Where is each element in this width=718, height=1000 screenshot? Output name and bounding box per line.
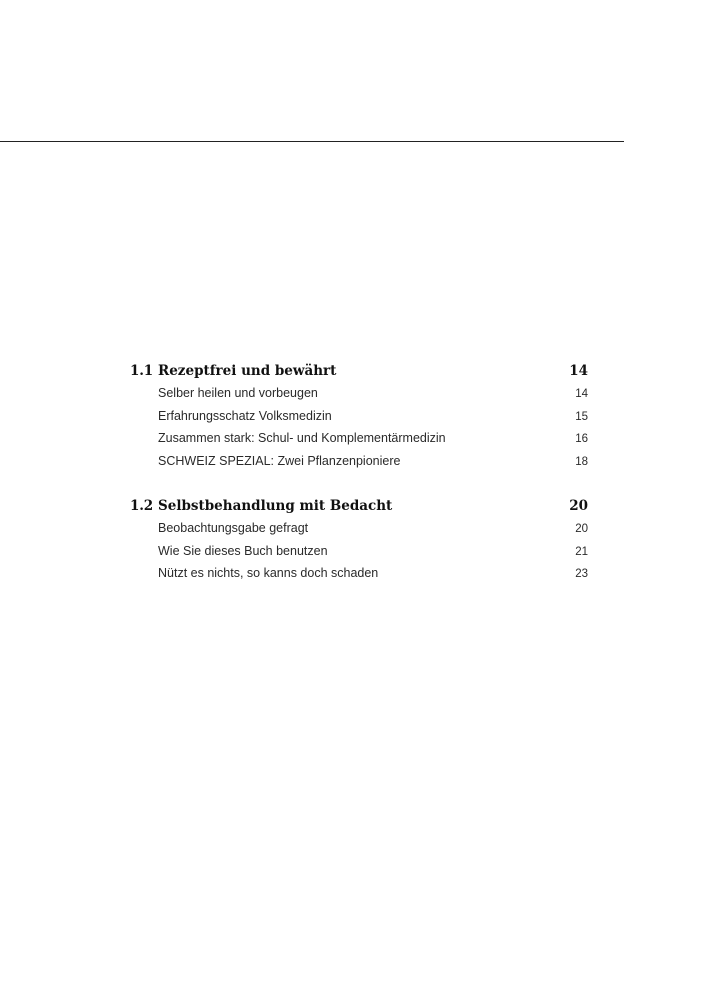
toc-entry[interactable] <box>130 431 588 454</box>
top-rule <box>0 141 624 142</box>
toc-entry-page: 18 <box>575 455 588 468</box>
section-title: Selbstbehandlung mit Bedacht <box>158 498 393 514</box>
toc-entry-title: Zusammen stark: Schul- und Komplementärmedizin <box>158 431 446 445</box>
toc-entry-page: 15 <box>575 410 588 423</box>
toc-entry-page: 21 <box>575 545 588 558</box>
toc-entry-page: 20 <box>575 523 588 535</box>
toc-entry[interactable] <box>130 386 588 409</box>
toc-entry-title: Nützt es nichts, so kanns doch schaden <box>158 566 379 580</box>
toc-entry-title: SCHWEIZ SPEZIAL: Zwei Pflanzenpioniere <box>158 453 401 468</box>
toc-entry-page: 14 <box>575 388 588 400</box>
toc-entry[interactable] <box>130 544 588 567</box>
toc-entry-title: Erfahrungsschatz Volksmedizin <box>158 408 332 423</box>
toc-section <box>130 498 588 589</box>
toc-section <box>130 363 588 476</box>
section-number: 1.1 <box>130 363 153 379</box>
section-title: Rezeptfrei und bewährt <box>158 363 337 379</box>
toc-entry-page: 16 <box>575 433 588 445</box>
toc-entry-title: Beobachtungsgabe gefragt <box>158 521 309 535</box>
toc-entry[interactable] <box>130 409 588 432</box>
section-page-number: 20 <box>569 498 588 514</box>
section-number: 1.2 <box>130 498 153 514</box>
toc-entry[interactable] <box>130 454 588 477</box>
section-page-number: 14 <box>569 363 588 379</box>
toc-entry-page: 23 <box>575 568 588 580</box>
section-heading[interactable] <box>130 363 588 383</box>
toc-entry[interactable] <box>130 566 588 589</box>
section-heading[interactable] <box>130 498 588 518</box>
toc-entry-title: Wie Sie dieses Buch benutzen <box>158 543 328 558</box>
toc-entry[interactable] <box>130 521 588 544</box>
toc-entry-title: Selber heilen und vorbeugen <box>158 386 318 400</box>
